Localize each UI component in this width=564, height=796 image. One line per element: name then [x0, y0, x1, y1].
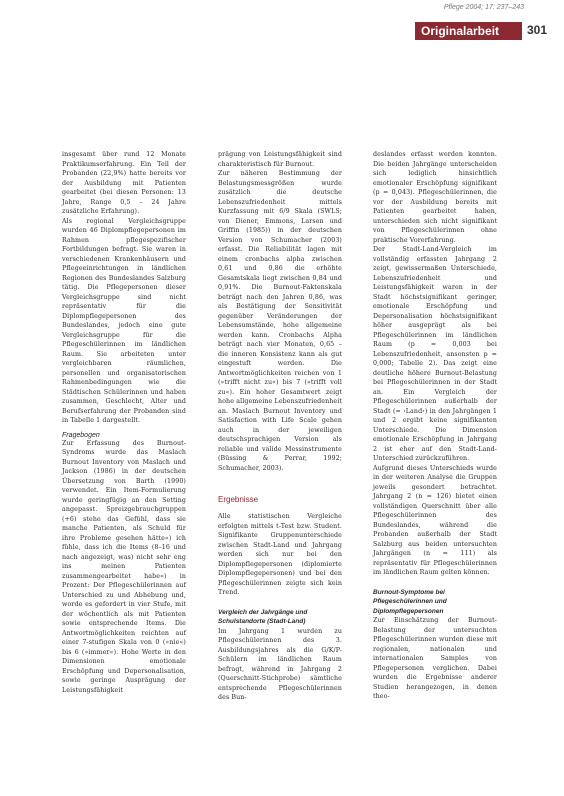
- body-text: Alle statistischen Vergleiche erfolgten mittels t-Test bzw. Student. Signifikante Gruppenunterschiede zwischen Stadt-Land und Jahrgang werden sich nur bei den Diplompflegepersonen (diplomierte Diplompflegepersonen) und bei den Pflegeschülerinnen zeigte sich kein Trend.: [218, 513, 342, 596]
- section-title: Originalarbeit: [421, 24, 500, 38]
- column-3: [373, 150, 497, 702]
- body-text: Zur Erfassung des Burnout-Syndroms wurde das Maslach Burnout Inventory von Maslach und Jackson (1986) in der deutschen Übersetzung von Barth (1990) verwendet. Ein Item-Formulierung wurde geringfügig an den Setting angepasst. Spreizgebrauchgruppen (+6) stehe das Gefühl, dass sie manche Patienten, als Schuld für ihre Probleme gesehen hätte«) ich fühle, dass ich die Items (8–16 und nach angezeigt, was) nicht sehr eng ins meinen Patienten zusammengearbeitet habe«) in Prozent: Der Pflegeschülerinnen auf Unterschied zu und Abhebung und, worde es gefordert in vier Stufe, mit der wöchentlich als mit Patienten sowie entsprechende Items. Die Antwortmöglichkeiten reichten auf einer 7-stufigen Skala von 0 (»nie«) bis 6 (»immer«). Hohe Werte in den Dimensionen emotionale Erschöpfung und Depersonalisation, sowie geringe Ausprägung der Leistungsfähigkeit: [62, 439, 186, 694]
- body-text: deslandes erfasst werden konnten. Die beiden Jahrgänge unterscheiden sich lediglich hinsichtlich emotionaler Erschöpfung signifikant (p = 0,043). Pflegeschülerinnen, die vor der Ausbildung bereits mit Patienten gearbeitet haben, unterschieden sich nicht signifikant von Pflegeschülerinnen ohne praktische Vorerfahrung. Der Stadt-Land-Vergleich im vollständig erfassten Jahrgang 2 zeigt, gewissermaßen Unterschiede, Lebenszufriedenheit und Leistungsfähigkeit waren in der Stadt höchstsignifikant geringer, emotionale Erschöpfung und Depersonalisation höchstsignifikant höher ausgeprägt als bei Pflegeschülerinnen im ländlichen Raum (p = 0,003 bei Lebenszufriedenheit, ansonsten p = 0,000; Tabelle 2). Das zeigt eine deutliche höhere Burnout-Belastung bei Pflegeschülerinnen in der Stadt an. Ein Vergleich der Pflegeschülerinnen außerhalb der Stadt (= ›Land‹) in den Jahrgängen 1 und 2 ergibt keine signifikanten Unterschiede. Die Dimension emotionale Erschöpfung in Jahrgang 2 ist eher auf den Stadt-Land-Unterschied zurückzuführen. Aufgrund dieses Unterschieds wurde in der weiteren Analyse die Gruppen jeweils gesondert betrachtet. Jahrgang 2 (n = 126) bietet einen vollständigen Querschnitt über alle Pflegeschülerinnen des Bundeslandes, während die Probanden außerhalb der Stadt Salzburg aus beiden untersuchten Jahrgängen (n = 111) als repräsentativ für Pflegeschülerinnen im ländlichen Raum gelten können.: [373, 151, 497, 576]
- journal-reference: Pflege 2004; 17: 237–243: [443, 4, 524, 11]
- body-text: Zur Einschätzung der Burnout-Belastung der untersuchten Pflegeschülerinnen wurden diese mit regionalen, nationalen und internationalen Samples von Pflegepersonen verglichen. Dabei wurden die Ergebnisse anderer Studien herangezogen, in denen theo-: [373, 617, 497, 700]
- column-2: [218, 150, 342, 703]
- subheading-vergleich: Vergleich der Jahrgänge und Schulstandorte (Stadt-Land): [218, 608, 308, 625]
- body-text: prägung von Leistungsfähigkeit sind charakteristisch für Burnout. Zur näheren Bestimmung der Belastungsmessgrößen wurde zusätzlich die deutsche Lebenszufriedenheit mittels Kurzfassung mit 6/9 Skala (SWLS; von Diener, Emmons, Larsen und Griffin (1985)) in der deutschen Version von Schumacher (2003) erfasst. Die Reliabilität lagen mit einem cronbachs alpha zwischen 0,61 und 0,86 die erhöhte Gesamtskala liegt zwischen 0,84 und 0,91%. Die Burnout-Faktenskala beträgt nach den Jahren 0,86, was als Bestätigung der Sensitivität gegenüber Veränderungen der Lebensumstände, hohe allgemeine werden kann. Cronbachs Alpha beträgt nach vier Monaten, 0,65 – die inneren Konsistenz kann als gut eingestuft werden. Die Antwortmöglichkeiten reichen von 1 (»trifft nicht zu«) bis 7 (»trifft voll zu«). Ein hoher Gesamtwert zeigt hohe allgemeine Lebenszufriedenheit an. Maslach Burnout Inventory und Satisfaction with Life Scale gehen auch in der jeweiligen deutschsprachigen Version als reliable und valide Messinstrumente (Büssing & Perrar, 1992; Schumacher, 2003).: [218, 151, 342, 472]
- body-text: Im Jahrgang 1 wurden zu Pflegeschülerinnen des 3. Ausbildungsjahres als die G/K/P-Schülern im ländlichen Raum befragt, während in Jahrgang 2 (Querschnitt-Stichprobe) sämtliche entsprechende Pflegeschülerinnen des Bun-: [218, 627, 342, 701]
- subheading-fragebogen: Fragebogen: [62, 431, 100, 439]
- body-text: insgesamt über rund 12 Monate Praktikumserfahrung. Ein Teil der Probanden (22,9%) hatte bereits vor der Ausbildung mit Patienten gearbeitet (bei diesen Personen: 13 Jahre, Range 0,5 – 24 Jahre zusätzliche Erfahrung). Als regional Vergleichsgruppe wurden 46 Diplompflegepersonen im Rahmen pflegespezifischer Fortbildungen befragt. Sie waren in verschiedenen Krankenhäusern und Pflegeeinrichtungen in ländlichen Regionen des Bundeslandes Salzburg tätig. Die Pflegepersonen dieser Vergleichsgruppe sind nicht repräsentativ für die Diplompflegepersonen des Bundeslandes, jedoch eine gute Vergleichsgruppe für die Pflegeschülerinnen im ländlichen Raum. Sie arbeiteten unter vergleichbaren räumlichen, personellen und organisatorischen Rahmenbedingungen wie die Städtischen Schülerinnen und haben zusammen, Geschlecht, Alter und Berufserfahrung der Probanden sind in Tabelle 1 dargestellt.: [62, 151, 186, 424]
- column-1: [62, 150, 186, 695]
- subheading-burnout: Burnout-Symptome bei Pflegeschülerinnen und Diplompflegepersonen: [373, 588, 447, 615]
- section-banner: [415, 22, 522, 40]
- section-heading-ergebnisse: Ergebnisse: [218, 495, 259, 504]
- page-number: 301: [527, 23, 548, 37]
